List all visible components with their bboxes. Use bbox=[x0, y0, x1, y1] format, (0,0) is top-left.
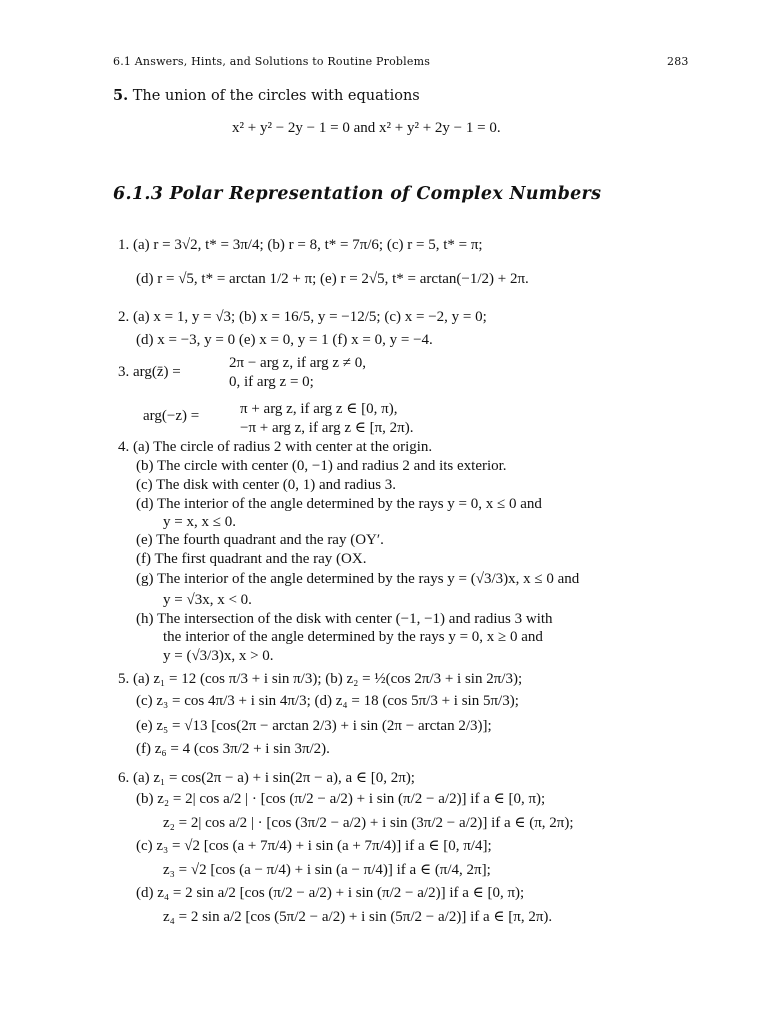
solution-line-p4h3: y = (√3/3)x, x > 0. bbox=[163, 648, 274, 664]
solution-line-p1-l1: 1. (a) r = 3√2, t* = 3π/4; (b) r = 8, t* = 7π/6; (c) r = 5, t* = π; bbox=[118, 237, 483, 253]
page-number: 283 bbox=[667, 55, 689, 68]
problem-5-intro bbox=[113, 87, 420, 104]
solution-line-p4d2: y = x, x ≤ 0. bbox=[163, 514, 236, 530]
solution-line-p4a: 4. (a) The circle of radius 2 with center at the origin. bbox=[118, 439, 433, 455]
solution-line-p6c2: z₃ = √2 [cos (a − π/4) + i sin (a − π/4)] if a ∈ (π/4, 2π]; bbox=[163, 862, 491, 878]
solution-line-p6d2: z₄ = 2 sin a/2 [cos (5π/2 − a/2) + i sin (5π/2 − a/2)] if a ∈ [π, 2π). bbox=[163, 909, 553, 925]
solution-line-p6b1: (b) z₂ = 2| cos a/2 | · [cos (π/2 − a/2) + i sin (π/2 − a/2)] if a ∈ [0, π); bbox=[136, 791, 546, 807]
solution-line-p4h1: (h) The intersection of the disk with center (−1, −1) and radius 3 with bbox=[136, 611, 553, 627]
solution-line-p3b-lhs: arg(−z) = bbox=[143, 408, 200, 424]
solution-line-p4f: (f) The first quadrant and the ray (OX. bbox=[136, 551, 367, 567]
solution-line-p2-l1: 2. (a) x = 1, y = √3; (b) x = 16/5, y = −12/5; (c) x = −2, y = 0; bbox=[118, 309, 487, 325]
solution-line-p5c: (c) z₃ = cos 4π/3 + i sin 4π/3; (d) z₄ = 18 (cos 5π/3 + i sin 5π/3); bbox=[136, 693, 519, 709]
solution-line-p3-lhs: 3. arg(z̄) = bbox=[118, 364, 181, 380]
solution-line-p4h2: the interior of the angle determined by the rays y = 0, x ≥ 0 and bbox=[163, 629, 543, 645]
solution-line-p6a: 6. (a) z₁ = cos(2π − a) + i sin(2π − a), a ∈ [0, 2π); bbox=[118, 770, 415, 786]
solution-line-p3b-c2: −π + arg z, if arg z ∈ [π, 2π). bbox=[240, 420, 414, 436]
solution-line-p2-l2: (d) x = −3, y = 0 (e) x = 0, y = 1 (f) x = 0, y = −4. bbox=[136, 332, 433, 348]
solution-line-p6b2: z₂ = 2| cos a/2 | · [cos (3π/2 − a/2) + i sin (3π/2 − a/2)] if a ∈ (π, 2π); bbox=[163, 815, 574, 831]
solution-line-p4e: (e) The fourth quadrant and the ray (OY′. bbox=[136, 532, 384, 548]
solution-line-p3-c2: 0, if arg z = 0; bbox=[229, 374, 314, 390]
solution-line-p3b-c1: π + arg z, if arg z ∈ [0, π), bbox=[240, 401, 398, 417]
solution-line-p4g1: (g) The interior of the angle determined by the rays y = (√3/3)x, x ≤ 0 and bbox=[136, 571, 580, 587]
section-title: 6.1.3 Polar Representation of Complex Numbers bbox=[113, 184, 602, 204]
problem-text: The union of the circles with equations bbox=[132, 88, 420, 104]
solution-line-p4c: (c) The disk with center (0, 1) and radius 3. bbox=[136, 477, 397, 493]
solution-line-p6c1: (c) z₃ = √2 [cos (a + 7π/4) + i sin (a + 7π/4)] if a ∈ [0, π/4]; bbox=[136, 838, 492, 854]
solution-line-p5e: (e) z₅ = √13 [cos(2π − arctan 2/3) + i sin (2π − arctan 2/3)]; bbox=[136, 718, 492, 734]
circle-equations: x² + y² − 2y − 1 = 0 and x² + y² + 2y − 1 = 0. bbox=[232, 120, 501, 136]
solution-line-p4b: (b) The circle with center (0, −1) and radius 2 and its exterior. bbox=[136, 458, 507, 474]
solution-line-p3-c1: 2π − arg z, if arg z ≠ 0, bbox=[229, 355, 367, 371]
problem-number: 5. bbox=[113, 87, 129, 104]
solution-line-p1-l2: (d) r = √5, t* = arctan 1/2 + π; (e) r = 2√5, t* = arctan(−1/2) + 2π. bbox=[136, 271, 529, 287]
solution-line-p5a: 5. (a) z₁ = 12 (cos π/3 + i sin π/3); (b) z₂ = ½(cos 2π/3 + i sin 2π/3); bbox=[118, 671, 523, 687]
solution-line-p4d1: (d) The interior of the angle determined by the rays y = 0, x ≤ 0 and bbox=[136, 496, 542, 512]
solution-line-p6d1: (d) z₄ = 2 sin a/2 [cos (π/2 − a/2) + i sin (π/2 − a/2)] if a ∈ [0, π); bbox=[136, 885, 525, 901]
solution-line-p5f: (f) z₆ = 4 (cos 3π/2 + i sin 3π/2). bbox=[136, 741, 330, 757]
running-title: 6.1 Answers, Hints, and Solutions to Routine Problems bbox=[113, 55, 431, 68]
solution-line-p4g2: y = √3x, x < 0. bbox=[163, 592, 252, 608]
